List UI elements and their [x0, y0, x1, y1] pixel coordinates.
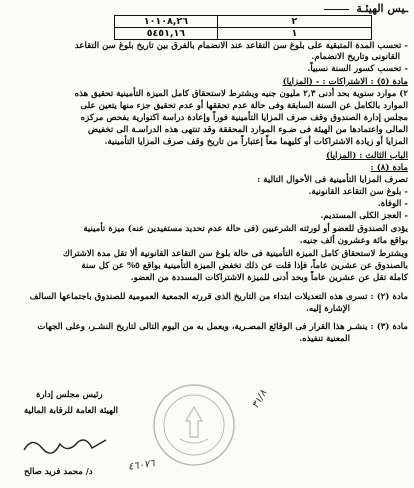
signature-title: رئيس مجلس إدارة — [36, 390, 103, 400]
text-line: بواقع مائة وعشرون ألف جنيه. — [299, 236, 408, 246]
table-row — [115, 28, 372, 40]
article-3: مادة (٣) : ينشـر هذا القرار فى الوقائع المصـرية، ويعمل به من اليوم التالى لتاريخ النشـر، وعلى الجهات — [37, 322, 408, 332]
table-row — [115, 16, 372, 28]
seal-stamp — [150, 381, 238, 469]
handwritten-number: ٤٦٠٧٦ — [127, 458, 156, 473]
handwritten-signature — [22, 434, 108, 458]
list-item: - بلوغ سن التقاعد القانونية. — [308, 187, 408, 197]
text-line: يؤدى الصندوق للعضو أو لورثته الشرعيين (فى حالة عدم تحديد مستفيدين عنه) ميزة تأمينية — [83, 224, 408, 234]
text-line: الموارد بالكامل عن السنة السابقة وفى حالة عدم تحققها أو عدم تحقيق جزء منها يتعين على — [80, 101, 408, 111]
table-cell-number: ٢ — [217, 16, 371, 28]
text-line: المزايا أو زيادة الاشتراكات أو كليهما معاً إعتباراً من تاريخ وقف صرف المزايا التأمينية. — [104, 137, 408, 147]
page-header: ـيس الهيئـة — [356, 2, 408, 15]
text-line: بالصندوق عن عشرين عاماً، فإذا قلت عن ذلك تخفض الميزة التأمينية بواقع ٥% عن كل سنة — [81, 261, 408, 271]
table-cell-value: ١٠١٠٨,٢٦ — [115, 16, 218, 28]
article-heading: مادة (٨) : — [370, 163, 408, 173]
article-3-cont: المعنية تنفيذه. — [299, 334, 350, 344]
values-table — [114, 15, 372, 40]
text-line: المالى واعتمادها من الهيئة فى ضـوء الموارد المحققة وقد تنتهى هذه الدراسـة الى تخفيض — [87, 125, 408, 135]
text-line: القانونى وتاريخ الانضمام. — [311, 52, 400, 62]
text-line: كاملة تقل عن عشرين عاماً وبحد أدنى للميزة الاشتراكات المسددة من العضو. — [130, 273, 408, 283]
article-2: مادة (٢) : تسرى هذه التعديلات ابتداء من التاريخ الذى قررته الجمعية العمومية للصندوق باجتماعها السالف — [29, 292, 408, 302]
list-item: - الوفاة. — [377, 199, 408, 209]
table-cell-number: ١ — [217, 28, 371, 40]
article-2-cont: الإشارة إليه. — [306, 304, 350, 314]
text-line: ويشترط لاستحقاق كامل الميزة التأمينية فى حالة بلوغ سن التقاعد القانونية ألا تقل مدة الاشتراك — [62, 249, 408, 259]
text-line: ٢) موارد سنوية بحد أدنى ٢,٣ مليون جنيه ويشترط لاستحقاق كامل الميزة التأمينية تحقيق هذه — [74, 89, 408, 99]
list-item: - العجز الكلى المستديم. — [320, 211, 408, 221]
handwritten-note: ٣١/٨ — [250, 388, 270, 411]
section-heading: الباب الثالث : (المزايا) — [326, 151, 408, 161]
article-heading: مادة (٥) : الاشتراكات : - (المزايا) — [282, 77, 408, 87]
signature-org: الهيئة العامة للرقابة المالية — [24, 406, 119, 416]
text-line: - تحسب كسور السنة نسبياً. — [307, 64, 408, 74]
signatory-name: د/ محمد فريد صالح — [24, 467, 93, 477]
text-line: مجلس إدارة الصندوق وقف صرف المزايا التأمينية فوراً وإعادة دراسة اكتوارية بفحص مركزه — [80, 113, 408, 123]
text-line: - تحسب المدة المتبقية على بلوغ سن التقاعد عند الانضمام بالفرق بين تاريخ بلوغ سن التقاعد — [74, 41, 408, 51]
text-line: تصرف المزايا التأمينية فى الأحوال التالية : — [257, 175, 408, 185]
header-rule — [324, 9, 349, 10]
table-cell-value: ٥٤٥١,١٦ — [115, 28, 218, 40]
